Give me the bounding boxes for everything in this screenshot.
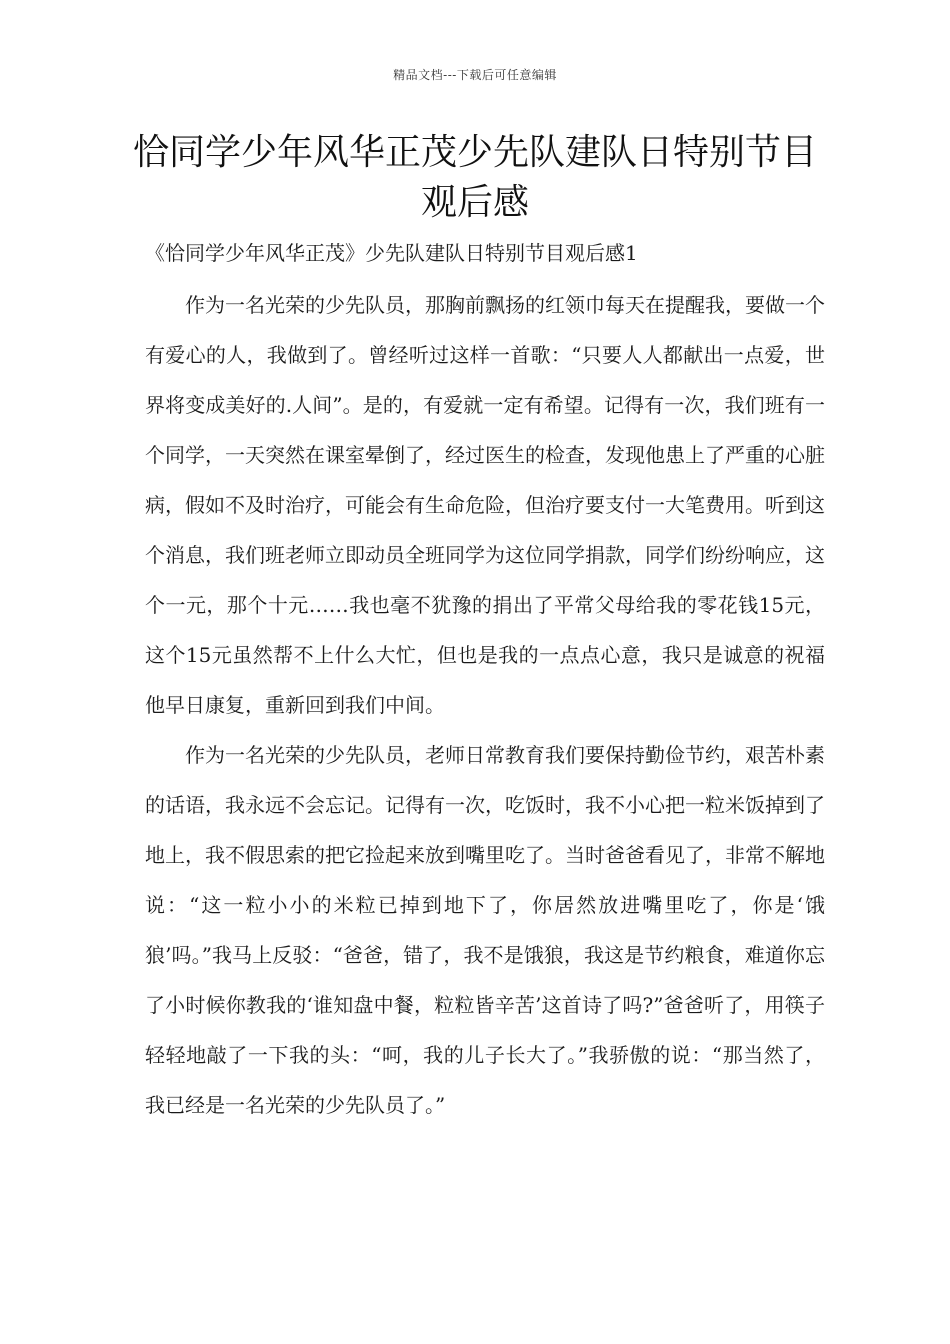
document-title: 恰同学少年风华正茂少先队建队日特别节目观后感 <box>132 132 817 223</box>
body-paragraph-2: 作为一名光荣的少先队员，老师日常教育我们要保持勤俭节约，艰苦朴素的话语，我永远不会忘记。记得有一次，吃饭时，我不小心把一粒米饭掉到了地上，我不假思索的把它捡起来放到嘴里吃了。当时爸爸看见了，非常不解地说：“这一粒小小的米粒已掉到地下了，你居然放进嘴里吃了，你是‘饿狼’吗。”我马上反驳：“爸爸，错了，我不是饿狼，我这是节约粮食，难道你忘了小时候你教我的‘谁知盘中餐，粒粒皆辛苦’这首诗了吗?”爸爸听了，用筷子轻轻地敲了一下我的头：“呵，我的儿子长大了。”我骄傲的说：“那当然了，我已经是一名光荣的少先队员了。” <box>145 743 825 1117</box>
body-paragraph-1: 作为一名光荣的少先队员，那胸前飘扬的红领巾每天在提醒我，要做一个有爱心的人，我做到了。曾经听过这样一首歌：“只要人人都献出一点爱，世界将变成美好的.人间”。是的，有爱就一定有希望。记得有一次，我们班有一个同学，一天突然在课室晕倒了，经过医生的检查，发现他患上了严重的心脏病，假如不及时治疗，可能会有生命危险，但治疗要支付一大笔费用。听到这个消息，我们班老师立即动员全班同学为这位同学捐款，同学们纷纷响应，这个一元，那个十元……我也毫不犹豫的捐出了平常父母给我的零花钱15元，这个15元虽然帮不上什么大忙，但也是我的一点点心意，我只是诚意的祝福他早日康复，重新回到我们中间。 <box>145 293 825 717</box>
document-body <box>145 280 825 1130</box>
document-subtitle: 《恰同学少年风华正茂》少先队建队日特别节目观后感1 <box>145 241 638 265</box>
header-note: 精品文档---下载后可任意编辑 <box>393 68 557 82</box>
